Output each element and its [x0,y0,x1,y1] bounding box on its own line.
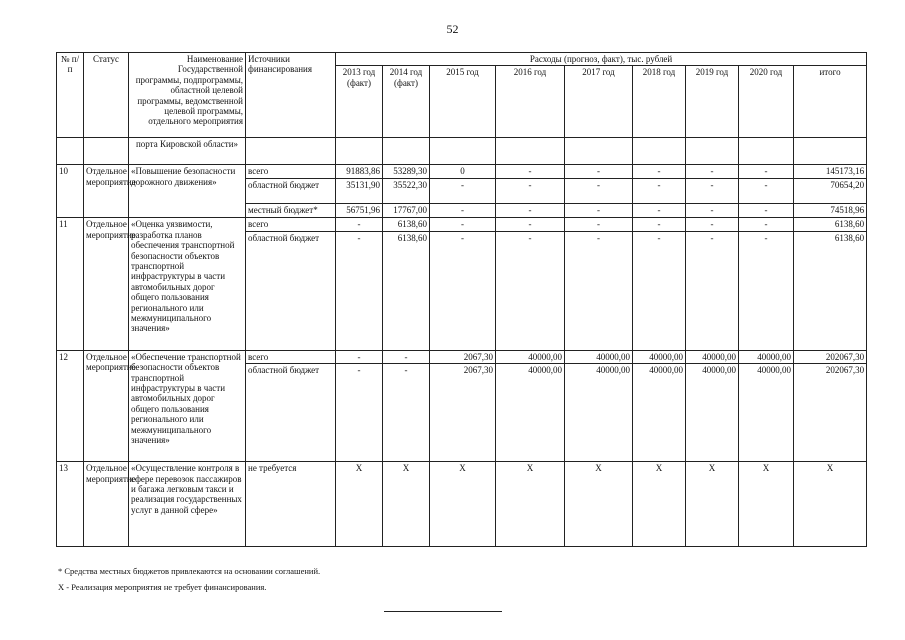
cell-value: X [794,462,867,547]
cell-value: X [383,462,430,547]
row-status: Отдельное мероприятие [84,350,129,461]
row-source: областной бюджет [246,179,336,204]
cell-value: - [633,204,686,218]
cell-value: - [430,179,496,204]
cell-value: - [686,165,739,179]
cell-value: - [496,179,565,204]
row-source: местный бюджет* [246,204,336,218]
row-num: 10 [57,165,84,218]
cell-value: X [739,462,794,547]
cell-value: - [686,204,739,218]
header-expenses: Расходы (прогноз, факт), тыс. рублей [336,53,867,66]
header-sources: Источники финансирования [246,53,336,138]
cell-value: - [686,218,739,231]
cell-value: 40000,00 [633,364,686,462]
table-row [57,138,867,165]
cell-value: - [739,231,794,350]
cell-value: - [633,179,686,204]
header-year-2016: 2016 год [496,66,565,138]
cell-value: - [496,165,565,179]
cell-value: X [336,462,383,547]
header-year-2014: 2014 год (факт) [383,66,430,138]
cell-value: - [430,204,496,218]
header-name: Наименование Государственной программы, подпрограммы, областной целевой программы, ведомственной целевой программы, отдельного мероприятия [129,53,246,138]
cell-value: 0 [430,165,496,179]
header-year-2020: 2020 год [739,66,794,138]
cell-value: - [565,218,633,231]
cell-value: 70654,20 [794,179,867,204]
row-name: «Оценка уязвимости, разработка планов обеспечения транспортной безопасности объектов транспортной инфраструктуры в части автомобильных дорог общего пользования регионального или межмуниципального значения» [129,218,246,350]
cell-value: 6138,60 [794,231,867,350]
cell-value: - [565,165,633,179]
table-row [57,350,867,363]
row-name: «Обеспечение транспортной безопасности объектов транспортной инфраструктуры в части автомобильных дорог общего пользования регионального или межмуниципального значения» [129,350,246,461]
row-num: 11 [57,218,84,350]
cell-value: 40000,00 [739,364,794,462]
cell-value: - [565,179,633,204]
cell-value: - [633,165,686,179]
cell-value: - [565,231,633,350]
row-num: 13 [57,462,84,547]
cell-value: 40000,00 [496,364,565,462]
header-year-2015: 2015 год [430,66,496,138]
cell-value: - [496,231,565,350]
cell-value: - [336,218,383,231]
row-num: 12 [57,350,84,461]
cell-value: 91883,86 [336,165,383,179]
header-status: Статус [84,53,129,138]
cell-value: - [383,364,430,462]
row-status: Отдельное мероприятие [84,462,129,547]
cell-value: - [336,364,383,462]
footnote-local-budget: * Средства местных бюджетов привлекаются на основании соглашений. [58,566,321,576]
cell-value: - [496,218,565,231]
cell-value: - [430,218,496,231]
cell-value: 40000,00 [565,350,633,363]
header-year-2018: 2018 год [633,66,686,138]
cell-value: X [686,462,739,547]
cell-value: 40000,00 [686,350,739,363]
row-source: областной бюджет [246,231,336,350]
cell-value: - [739,179,794,204]
cell-value: 6138,60 [383,231,430,350]
cell-value: 40000,00 [739,350,794,363]
cell-value: 40000,00 [633,350,686,363]
row-status: Отдельное мероприятие [84,218,129,350]
row-source: всего [246,218,336,231]
cell-value: 202067,30 [794,364,867,462]
cell-value: 56751,96 [336,204,383,218]
cell-value: - [430,231,496,350]
cell-value: 40000,00 [686,364,739,462]
row-name: «Осуществление контроля в сфере перевозок пассажиров и багажа легковым такси и реализация государственных услуг в данной сфере» [129,462,246,547]
cell-value: - [686,179,739,204]
cell-value: 35522,30 [383,179,430,204]
cell-value: - [686,231,739,350]
cell-value: 53289,30 [383,165,430,179]
row-source: всего [246,165,336,179]
cell-value: 202067,30 [794,350,867,363]
cell-value: - [336,231,383,350]
cell-value: 35131,90 [336,179,383,204]
cell-value: 6138,60 [794,218,867,231]
cell-value: - [565,204,633,218]
cell-value: X [496,462,565,547]
row-source: областной бюджет [246,364,336,462]
header-year-2017: 2017 год [565,66,633,138]
cell-value: X [565,462,633,547]
row-source: всего [246,350,336,363]
cell-value: 17767,00 [383,204,430,218]
cell-value: 40000,00 [496,350,565,363]
table-row [57,165,867,179]
bottom-rule [384,611,502,612]
cell-value: X [430,462,496,547]
continuation-name: порта Кировской области» [129,138,246,165]
cell-value: X [633,462,686,547]
cell-value: 2067,30 [430,364,496,462]
cell-value: - [383,350,430,363]
footnote-no-funding: X - Реализация мероприятия не требует финансирования. [58,582,267,592]
cell-value: 6138,60 [383,218,430,231]
table-row [57,218,867,231]
cell-value: - [739,165,794,179]
cell-value: - [633,218,686,231]
row-status: Отдельное мероприятие [84,165,129,218]
row-source: не требуется [246,462,336,547]
header-num: № п/п [57,53,84,138]
cell-value: - [336,350,383,363]
cell-value: 40000,00 [565,364,633,462]
cell-value: 74518,96 [794,204,867,218]
row-name: «Повышение безопасности дорожного движения» [129,165,246,218]
header-total: итого [794,66,867,138]
header-year-2019: 2019 год [686,66,739,138]
cell-value: - [739,218,794,231]
expenses-table [56,52,867,547]
cell-value: 2067,30 [430,350,496,363]
cell-value: - [496,204,565,218]
cell-value: - [739,204,794,218]
header-year-2013: 2013 год (факт) [336,66,383,138]
cell-value: - [633,231,686,350]
table-row [57,462,867,547]
page-number: 52 [446,22,459,36]
cell-value: 145173,16 [794,165,867,179]
